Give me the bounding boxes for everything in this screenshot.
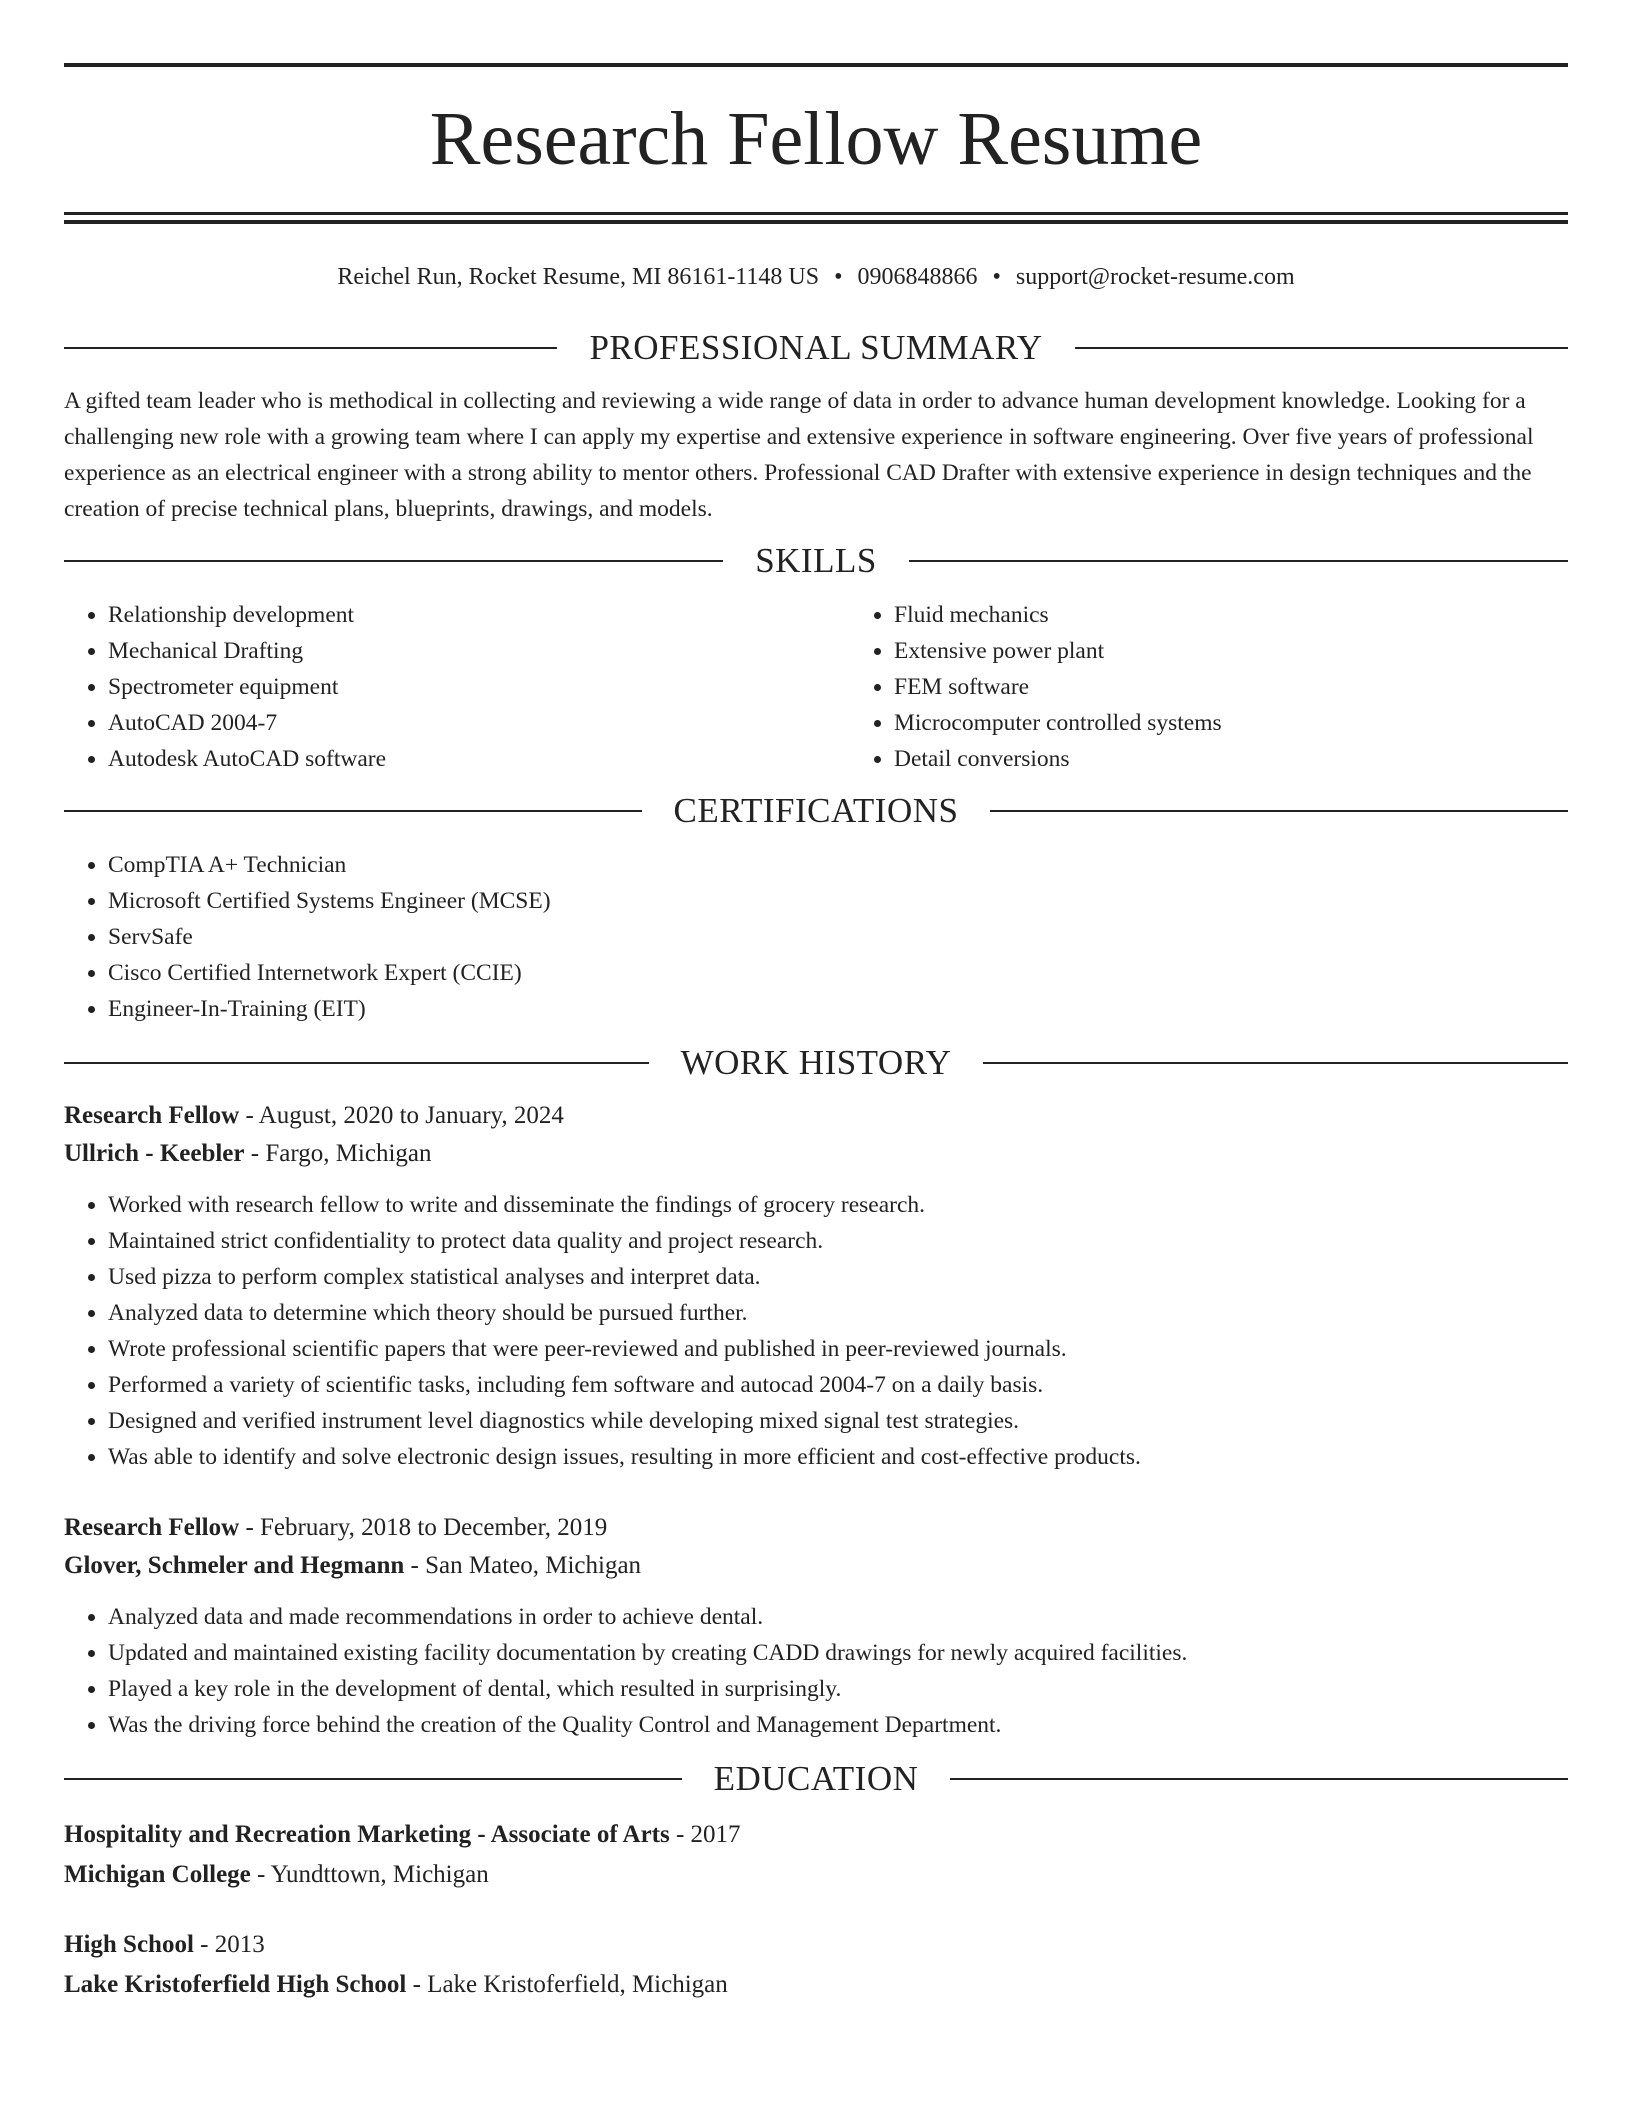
job-role: Research Fellow bbox=[64, 1514, 240, 1541]
contact-phone: 0906848866 bbox=[857, 264, 978, 290]
certifications-list bbox=[64, 847, 1568, 1027]
job-company: Glover, Schmeler and Hegmann bbox=[64, 1552, 405, 1579]
job-bullet: • Analyzed data to determine which theory should be pursued further. bbox=[108, 1295, 1568, 1331]
job-company-line bbox=[64, 1547, 1568, 1585]
job-bullet: • Was the driving force behind the creation of the Quality Control and Management Department. bbox=[108, 1707, 1568, 1743]
job-dates: - February, 2018 to December, 2019 bbox=[239, 1514, 608, 1541]
education-school-line bbox=[64, 1965, 1568, 2005]
work-title: WORK HISTORY bbox=[680, 1043, 952, 1082]
job-bullet: • Wrote professional scientific papers that were peer-reviewed and published in peer-reviewed journals. bbox=[108, 1331, 1568, 1367]
education-degree-line bbox=[64, 1925, 1568, 1965]
certifications-heading bbox=[64, 791, 1568, 831]
certification-item: • Engineer-In-Training (EIT) bbox=[108, 991, 1568, 1027]
summary-title: PROFESSIONAL SUMMARY bbox=[589, 328, 1043, 367]
job-bullet: • Performed a variety of scientific tasks, including fem software and autocad 2004-7 on a daily basis. bbox=[108, 1367, 1568, 1403]
heading-rule bbox=[983, 1062, 1568, 1064]
job-bullet: • Designed and verified instrument level diagnostics while developing mixed signal test strategies. bbox=[108, 1403, 1568, 1439]
certification-item: • ServSafe bbox=[108, 919, 1568, 955]
job-bullets bbox=[64, 1599, 1568, 1743]
job-bullet: • Worked with research fellow to write and disseminate the findings of grocery research. bbox=[108, 1187, 1568, 1223]
job-location: - San Mateo, Michigan bbox=[404, 1552, 642, 1579]
skills-title: SKILLS bbox=[755, 541, 877, 580]
education-title: EDUCATION bbox=[713, 1759, 919, 1798]
skills-column-left bbox=[64, 597, 850, 777]
job-bullet: • Updated and maintained existing facility documentation by creating CADD drawings for newly acquired facilities. bbox=[108, 1635, 1568, 1671]
education-location: - Lake Kristoferfield, Michigan bbox=[406, 1971, 728, 1998]
education-year: - 2013 bbox=[193, 1931, 265, 1958]
skills-column-right bbox=[850, 597, 1632, 777]
heading-rule bbox=[64, 1062, 649, 1064]
contact-separator: • bbox=[834, 264, 843, 290]
skill-item: • Detail conversions bbox=[894, 741, 1632, 777]
certification-item: • CompTIA A+ Technician bbox=[108, 847, 1568, 883]
education-degree: High School bbox=[64, 1931, 194, 1958]
job-bullet: • Played a key role in the development of dental, which resulted in surprisingly. bbox=[108, 1671, 1568, 1707]
contact-separator: • bbox=[992, 264, 1001, 290]
skill-item: • FEM software bbox=[894, 669, 1632, 705]
education-degree: Hospitality and Recreation Marketing - Associate of Arts bbox=[64, 1821, 670, 1848]
skills-heading bbox=[64, 541, 1568, 581]
education-school-line bbox=[64, 1855, 1568, 1895]
job-company-line bbox=[64, 1135, 1568, 1173]
skill-item: • Mechanical Drafting bbox=[108, 633, 850, 669]
education-entry bbox=[64, 1925, 1568, 2005]
heading-rule bbox=[64, 560, 723, 562]
double-rule bbox=[64, 212, 1568, 224]
skill-item: • Spectrometer equipment bbox=[108, 669, 850, 705]
job-bullet: • Analyzed data and made recommendations in order to achieve dental. bbox=[108, 1599, 1568, 1635]
resume-title: Research Fellow Resume bbox=[429, 97, 1203, 181]
education-location: - Yundttown, Michigan bbox=[250, 1861, 489, 1888]
education-heading bbox=[64, 1759, 1568, 1799]
certifications-title: CERTIFICATIONS bbox=[673, 791, 959, 830]
work-heading bbox=[64, 1043, 1568, 1083]
skill-item: • Relationship development bbox=[108, 597, 850, 633]
heading-rule bbox=[1075, 347, 1568, 349]
job-title-line bbox=[64, 1509, 1568, 1547]
job-bullet: • Was able to identify and solve electronic design issues, resulting in more efficient and cost-effective products. bbox=[108, 1439, 1568, 1475]
certification-item: • Cisco Certified Internetwork Expert (CCIE) bbox=[108, 955, 1568, 991]
summary-text: A gifted team leader who is methodical in collecting and reviewing a wide range of data in order to advance human development knowledge. Looking for a challenging new role with a growing team where I can apply my expertise and extensive experience in software engineering. Over five years of professional experience as an electrical engineer with a strong ability to mentor others. Professional CAD Drafter with extensive experience in design techniques and the creation of precise technical plans, blueprints, drawings, and models. bbox=[64, 388, 1534, 522]
education-degree-line bbox=[64, 1815, 1568, 1855]
contact-line bbox=[64, 262, 1568, 292]
job-entry bbox=[64, 1509, 1568, 1743]
job-dates: - August, 2020 to January, 2024 bbox=[239, 1102, 564, 1129]
skill-item: • Fluid mechanics bbox=[894, 597, 1632, 633]
resume-page bbox=[64, 0, 1568, 2005]
education-school: Michigan College bbox=[64, 1861, 251, 1888]
heading-rule bbox=[64, 810, 642, 812]
summary-heading bbox=[64, 328, 1568, 368]
heading-rule bbox=[909, 560, 1568, 562]
job-company: Ullrich - Keebler bbox=[64, 1140, 245, 1167]
skill-item: • AutoCAD 2004-7 bbox=[108, 705, 850, 741]
top-rule bbox=[64, 63, 1568, 67]
job-entry bbox=[64, 1097, 1568, 1475]
job-bullet: • Maintained strict confidentiality to protect data quality and project research. bbox=[108, 1223, 1568, 1259]
skill-item: • Autodesk AutoCAD software bbox=[108, 741, 850, 777]
heading-rule bbox=[64, 347, 557, 349]
contact-email: support@rocket-resume.com bbox=[1015, 264, 1295, 290]
contact-address: Reichel Run, Rocket Resume, MI 86161-1148 US bbox=[337, 264, 820, 290]
skills-list bbox=[64, 597, 1568, 777]
skill-item: • Extensive power plant bbox=[894, 633, 1632, 669]
skill-item: • Microcomputer controlled systems bbox=[894, 705, 1632, 741]
certification-item: • Microsoft Certified Systems Engineer (MCSE) bbox=[108, 883, 1568, 919]
education-school: Lake Kristoferfield High School bbox=[64, 1971, 407, 1998]
job-role: Research Fellow bbox=[64, 1102, 240, 1129]
education-entry bbox=[64, 1815, 1568, 1895]
job-title-line bbox=[64, 1097, 1568, 1135]
job-bullet: • Used pizza to perform complex statistical analyses and interpret data. bbox=[108, 1259, 1568, 1295]
heading-rule bbox=[990, 810, 1568, 812]
education-year: - 2017 bbox=[669, 1821, 741, 1848]
job-location: - Fargo, Michigan bbox=[244, 1140, 432, 1167]
job-bullets bbox=[64, 1187, 1568, 1475]
heading-rule bbox=[64, 1778, 682, 1780]
heading-rule bbox=[950, 1778, 1568, 1780]
